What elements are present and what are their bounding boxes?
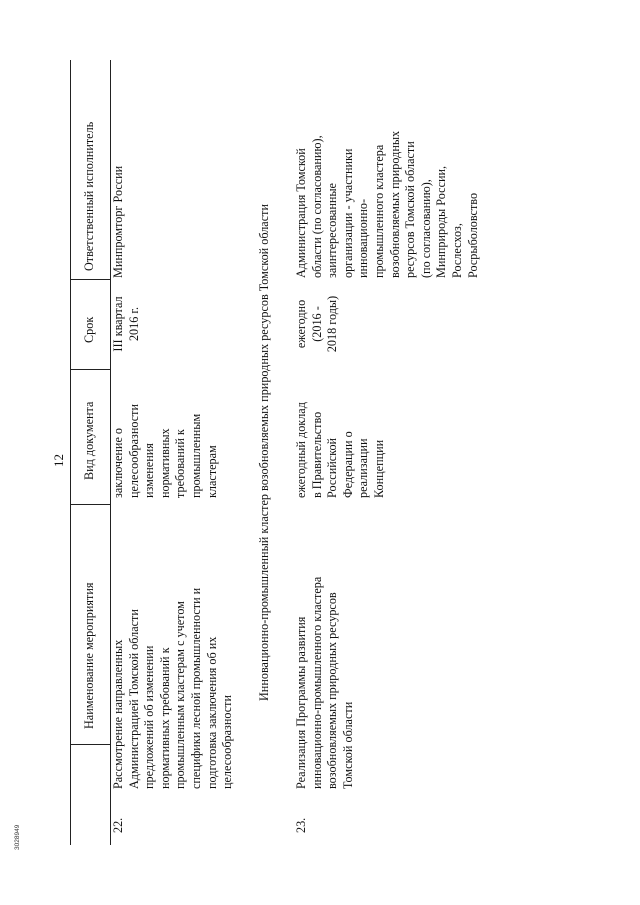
header-executor: Ответственный исполнитель [82, 121, 96, 271]
row-executor-line: Администрация Томской [294, 148, 308, 278]
table-top-border [70, 60, 71, 845]
row-doc-line: реализации [356, 438, 371, 498]
row-executor-line: ресурсов Томской области [403, 141, 418, 278]
row-name-line: Томской области [340, 701, 355, 789]
row-name-cell [111, 588, 236, 789]
row-doc-cell [111, 404, 220, 498]
row-name-line: Реализация Программы развития [294, 616, 308, 789]
row-deadline-cell [111, 281, 142, 367]
header-doc-type: Вид документа [82, 401, 96, 480]
row-deadline-line: 2016 г. [126, 306, 141, 342]
row-deadline-cell [294, 281, 341, 367]
row-doc-line: Федерации о [340, 431, 355, 498]
row-name-line: целесообразности [220, 694, 235, 789]
row-executor-line: организации - участники [340, 148, 355, 278]
row-name-line: возобновляемых природных ресурсов [325, 592, 340, 789]
row-doc-line: кластерам [204, 445, 219, 498]
row-doc-line: ежегодный доклад [294, 402, 308, 498]
section-title: Инновационно-промышленный кластер возобновляемых природных ресурсов Томской области [257, 204, 271, 701]
row-executor-line: Минприроды России, [434, 165, 449, 278]
row-name-line: нормативных требований к [157, 647, 172, 789]
row-deadline-line: III квартал [111, 296, 125, 352]
row-name-line: Администрацией Томской области [126, 609, 141, 789]
row-name-line: предложений об изменении [142, 645, 157, 789]
header-divider [70, 369, 110, 370]
row-executor-line: инновационно- [356, 199, 371, 278]
header-divider [70, 504, 110, 505]
row-executor-line: промышленного кластера [371, 144, 386, 278]
row-name-line: специфики лесной промышленности и [188, 587, 203, 789]
row-doc-line: заключение о [111, 427, 125, 498]
row-name-line: Рассмотрение направленных [111, 639, 125, 789]
row-executor-line: Рослесхоз, [449, 223, 464, 278]
row-doc-line: требований к [173, 429, 188, 498]
row-deadline-line: ежегодно [294, 299, 308, 349]
row-doc-line: Российской [325, 437, 340, 498]
rotated-document-page [47, 60, 594, 845]
row-executor-line: Минпромторг России [111, 165, 125, 278]
row-executor-line: области (по согласованию), [309, 135, 324, 278]
row-name-line: промышленным кластерам с учетом [173, 601, 188, 789]
row-doc-line: в Правительство [309, 411, 324, 498]
header-divider [70, 744, 110, 745]
row-doc-line: промышленным [188, 413, 203, 498]
header-divider [70, 279, 110, 280]
row-executor-cell [111, 166, 127, 278]
row-doc-line: Концепции [371, 439, 386, 498]
page-number: 12 [51, 454, 66, 467]
row-doc-line: изменения [142, 443, 157, 498]
row-deadline-line: 2018 годы) [325, 295, 340, 353]
row-executor-line: (по согласованию), [418, 179, 433, 278]
row-executor-cell [294, 131, 481, 278]
row-name-line: подготовка заключения об их [204, 636, 219, 789]
row-doc-cell [294, 402, 388, 498]
row-doc-line: целесообразности [126, 403, 141, 498]
row-name-line: инновационно-промышленного кластера [309, 576, 324, 789]
header-deadline: Срок [82, 316, 96, 343]
row-name-cell [294, 577, 356, 789]
row-number: 22. [111, 817, 125, 833]
row-executor-line: возобновляемых природных [387, 130, 402, 278]
row-deadline-line: (2016 - [309, 306, 324, 342]
row-executor-line: заинтересованные [325, 183, 340, 278]
document-code: 3028949 [14, 824, 21, 850]
row-number: 23. [294, 817, 308, 833]
row-doc-line: нормативных [157, 428, 172, 498]
header-name: Наименование мероприятия [82, 582, 96, 729]
row-executor-line: Росрыболовство [465, 192, 480, 278]
